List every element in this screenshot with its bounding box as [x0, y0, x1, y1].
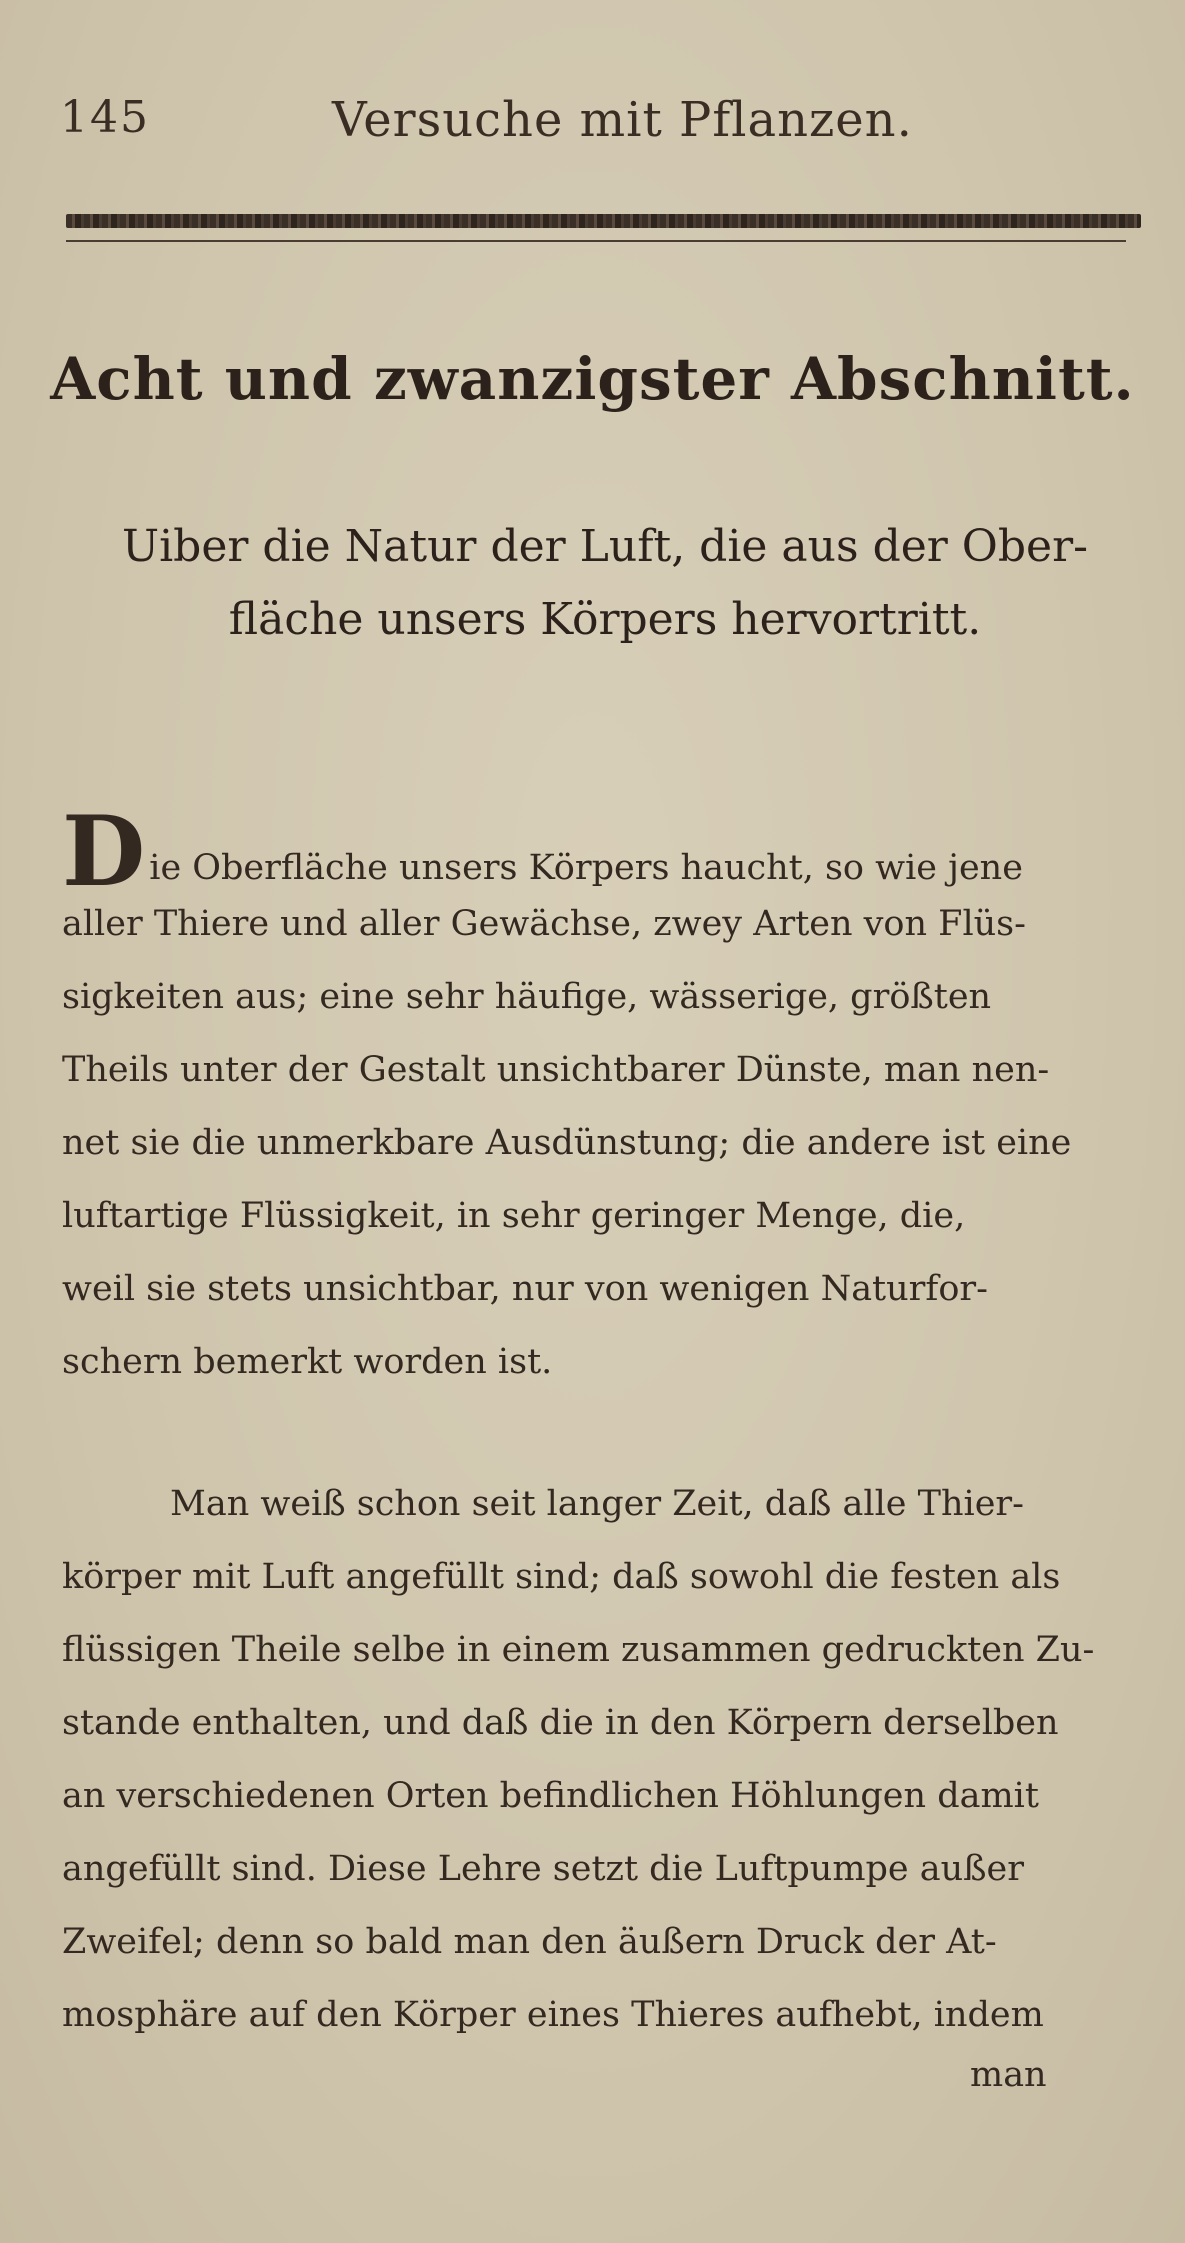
- text-line: flüssigen Theile selbe in einem zusammen gedruckten Zu-: [62, 1630, 1095, 1670]
- text-line: luftartige Flüssigkeit, in sehr geringer Menge, die,: [62, 1196, 966, 1236]
- drop-cap: D: [62, 795, 146, 908]
- text-line: sigkeiten aus; eine sehr häufige, wässerige, größten: [62, 977, 992, 1017]
- chapter-title: Acht und zwanzigster Abschnitt.: [50, 345, 1135, 413]
- text-line: stande enthalten, und daß die in den Körpern derselben: [62, 1703, 1059, 1743]
- paragraph-1: [62, 795, 1142, 1399]
- chapter-subtitle: [70, 510, 1140, 656]
- running-title: Versuche mit Pflanzen.: [332, 92, 913, 148]
- text-line: Theils unter der Gestalt unsichtbarer Dünste, man nen-: [62, 1050, 1050, 1090]
- text-line: mosphäre auf den Körper eines Thieres aufhebt, indem: [62, 1995, 1044, 2035]
- text-line: Man weiß schon seit langer Zeit, daß alle Thier-: [170, 1484, 1024, 1524]
- text-line: schern bemerkt worden ist.: [62, 1342, 553, 1382]
- text-line: angefüllt sind. Diese Lehre setzt die Luftpumpe außer: [62, 1849, 1025, 1889]
- text-line: [62, 795, 1142, 908]
- text-line: körper mit Luft angefüllt sind; daß sowohl die festen als: [62, 1557, 1061, 1597]
- catchword: man: [970, 2055, 1047, 2095]
- subtitle-line: fläche unsers Körpers hervortritt.: [228, 594, 982, 645]
- thin-rule: [66, 240, 1126, 242]
- page-number: 145: [60, 92, 150, 143]
- running-head: [60, 92, 1140, 162]
- text-line: net sie die unmerkbare Ausdünstung; die andere ist eine: [62, 1123, 1072, 1163]
- text-line: an verschiedenen Orten befindlichen Höhlungen damit: [62, 1776, 1039, 1816]
- text-line-content: ie Oberfläche unsers Körpers haucht, so wie jene: [149, 848, 1023, 888]
- text-line: weil sie stets unsichtbar, nur von wenigen Naturfor-: [62, 1269, 988, 1309]
- text-line: Zweifel; denn so bald man den äußern Druck der At-: [62, 1922, 997, 1962]
- subtitle-line: Uiber die Natur der Luft, die aus der Ober-: [122, 521, 1088, 572]
- ornamental-rule: [66, 214, 1141, 228]
- text-line: aller Thiere und aller Gewächse, zwey Arten von Flüs-: [62, 904, 1026, 944]
- paragraph-2: [62, 1468, 1142, 2052]
